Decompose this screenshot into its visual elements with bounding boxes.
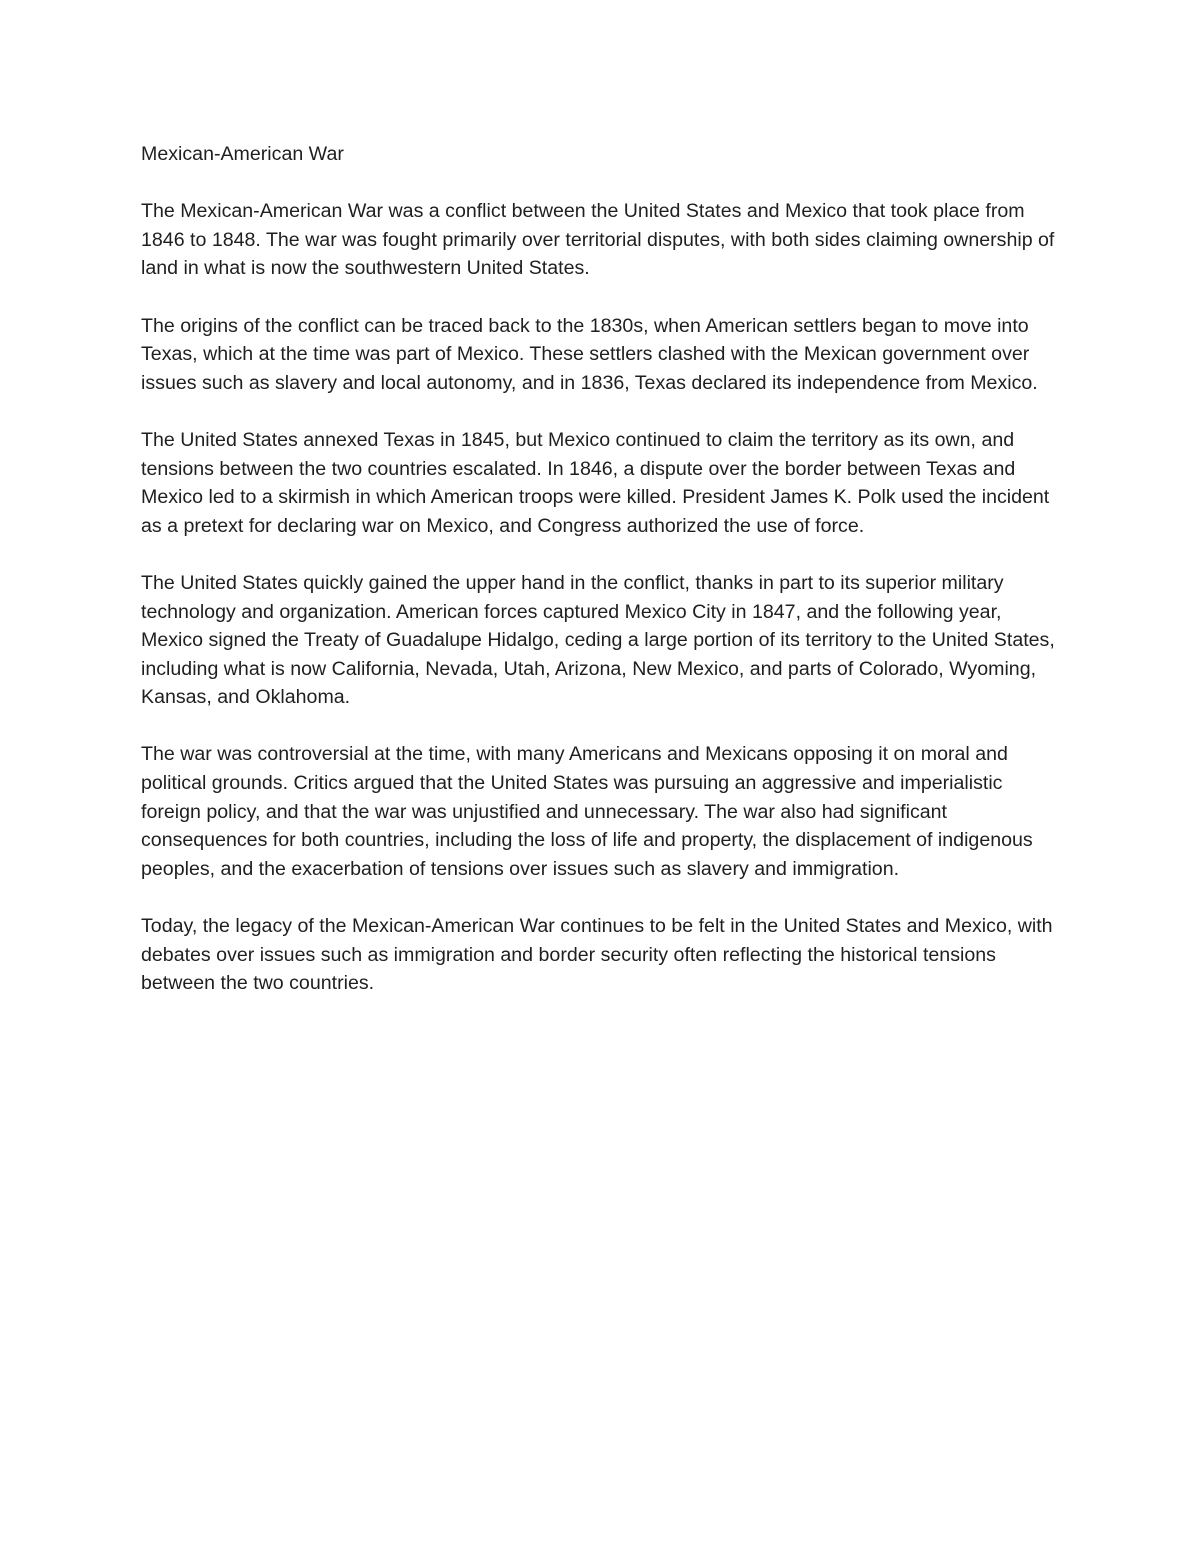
paragraph: The United States annexed Texas in 1845, but Mexico continued to claim the territory as its own, and tensions between the two countries escalated. In 1846, a dispute over the border between Texas and Mexico led to a skirmish in which American troops were killed. President James K. Polk used the incident as a pretext for declaring war on Mexico, and Congress authorized the use of force.	[141, 428, 1050, 537]
paragraph: The origins of the conflict can be traced back to the 1830s, when American settlers began to move into Texas, which at the time was part of Mexico. These settlers clashed with the Mexican government over issues such as slavery and local autonomy, and in 1836, Texas declared its independence from Mexico.	[141, 314, 1038, 394]
document-body	[141, 140, 1066, 1026]
document-title: Mexican-American War	[141, 143, 344, 165]
paragraph: The war was controversial at the time, with many Americans and Mexicans opposing it on moral and political grounds. Critics argued that the United States was pursuing an aggressive and imperialistic foreign policy, and that the war was unjustified and unnecessary. The war also had significant consequences for both countries, including the loss of life and property, the displacement of indigenous peoples, and the exacerbation of tensions over issues such as slavery and immigration.	[141, 743, 1033, 880]
paragraph: The United States quickly gained the upper hand in the conflict, thanks in part to its superior military technology and organization. American forces captured Mexico City in 1847, and the following year, Mexico signed the Treaty of Guadalupe Hidalgo, ceding a large portion of its territory to the United States, including what is now California, Nevada, Utah, Arizona, New Mexico, and parts of Colorado, Wyoming, Kansas, and Oklahoma.	[141, 571, 1055, 709]
paragraph: The Mexican-American War was a conflict between the United States and Mexico that took place from 1846 to 1848. The war was fought primarily over territorial disputes, with both sides claiming ownership of land in what is now the southwestern United States.	[141, 200, 1055, 280]
paragraph: Today, the legacy of the Mexican-American War continues to be felt in the United States and Mexico, with debates over issues such as immigration and border security often reflecting the historical tensions between the two countries.	[141, 915, 1053, 995]
